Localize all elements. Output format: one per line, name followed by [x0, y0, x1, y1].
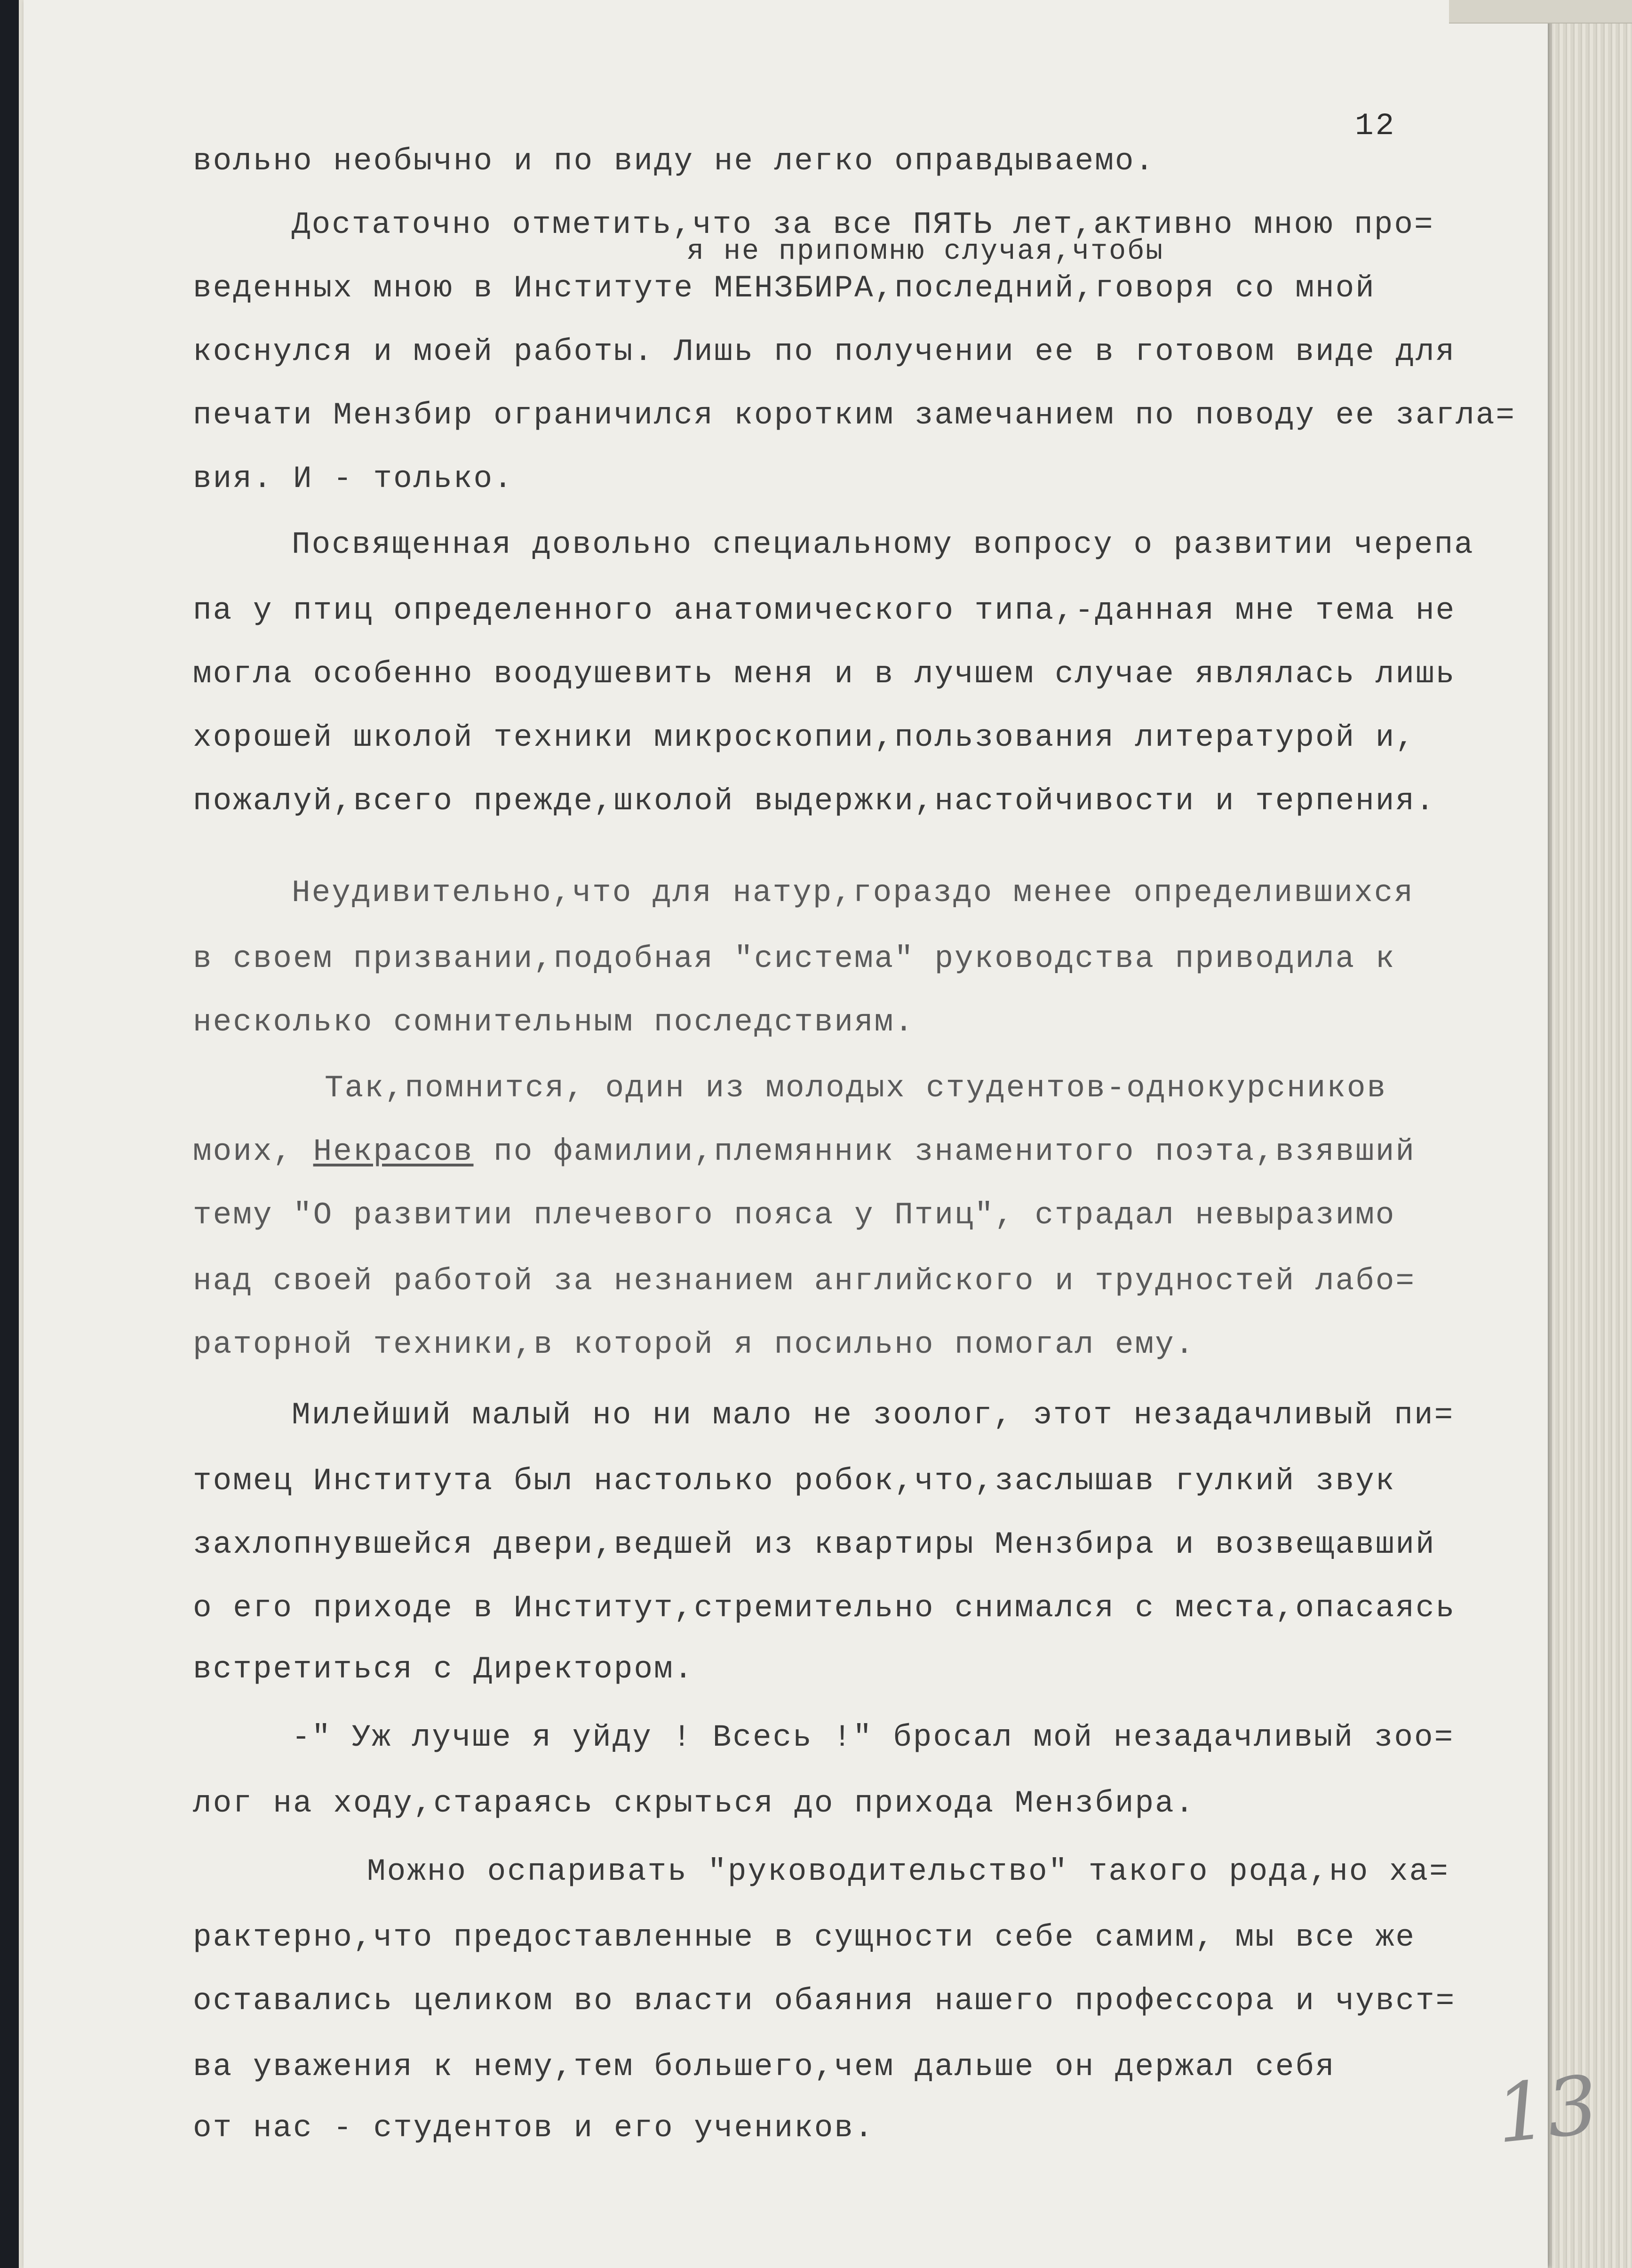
text-line: в своем призвании,подобная "система" руководства приводила к [193, 941, 1396, 976]
handwritten-insert: я не припомню случая,чтобы [687, 236, 1164, 268]
text-line: ва уважения к нему,тем большего,чем дальше он держал себя [193, 2049, 1336, 2084]
text-line: от нас - студентов и его учеников. [193, 2110, 875, 2146]
paper-top-edge [1449, 0, 1632, 24]
text-line: Достаточно отметить,что за все ПЯТЬ лет,активно мною про= [292, 207, 1434, 242]
page-number: 12 [1355, 108, 1396, 144]
text-line: вольно необычно и по виду не легко оправдываемо. [193, 144, 1155, 179]
text-line: раторной техники,в которой я посильно помогал ему. [193, 1327, 1195, 1362]
text-line: печати Мензбир ограничился коротким замечанием по поводу ее загла= [193, 398, 1516, 433]
text-line: пожалуй,всего прежде,школой выдержки,настойчивости и терпения. [193, 783, 1436, 819]
text-line: Так,помнится, один из молодых студентов-однокурсников [325, 1070, 1387, 1106]
text-line: вия. И - только. [193, 461, 514, 496]
text-line: Милейший малый но ни мало не зоолог, этот незадачливый пи= [292, 1398, 1455, 1433]
text-line: о его приходе в Институт,стремительно снимался с места,опасаясь [193, 1590, 1456, 1626]
text-line: несколько сомнительным последствиям. [193, 1005, 915, 1040]
text-line: томец Института был настолько робок,что,заслышав гулкий звук [193, 1463, 1396, 1499]
text-line: тему "О развитии плечевого пояса у Птиц", страдал невыразимо [193, 1198, 1396, 1233]
underlined-surname: Некрасов [313, 1134, 474, 1169]
line-suffix: по фамилии,племянник знаменитого поэта,взявший [473, 1134, 1416, 1169]
archive-page-number: 13 [1491, 2058, 1603, 2162]
text-line [193, 1136, 1416, 1167]
text-line: Можно оспаривать "руководительство" такого рода,но ха= [367, 1854, 1449, 1889]
text-line: встретиться с Директором. [193, 1652, 694, 1687]
text-line: Неудивительно,что для натур,гораздо менее определившихся [292, 875, 1414, 910]
text-line: рактерно,что предоставленные в сущности себе самим, мы все же [193, 1920, 1416, 1955]
text-line: могла особенно воодушевить меня и в лучшем случае являлась лишь [193, 656, 1456, 692]
text-line: Посвященная довольно специальному вопросу о развитии черепа [292, 527, 1474, 562]
text-line: коснулся и моей работы. Лишь по получении ее в готовом виде для [193, 334, 1456, 369]
text-line: хорошей школой техники микроскопии,пользования литературой и, [193, 720, 1416, 755]
text-line: оставались целиком во власти обаяния нашего профессора и чувст= [193, 1983, 1456, 2019]
text-line: над своей работой за незнанием английского и трудностей лабо= [193, 1263, 1416, 1299]
text-line: лог на ходу,стараясь скрыться до прихода Мензбира. [193, 1786, 1195, 1821]
text-line: веденных мною в Институте МЕНЗБИРА,последний,говоря со мной [193, 271, 1376, 306]
text-line: па у птиц определенного анатомического типа,-данная мне тема не [193, 593, 1456, 628]
text-line: -" Уж лучше я уйду ! Всесь !" бросал мой незадачливый зоо= [292, 1720, 1455, 1755]
text-line: захлопнувшейся двери,ведшей из квартиры Мензбира и возвещавший [193, 1527, 1436, 1562]
line-prefix: моих, [193, 1134, 313, 1169]
